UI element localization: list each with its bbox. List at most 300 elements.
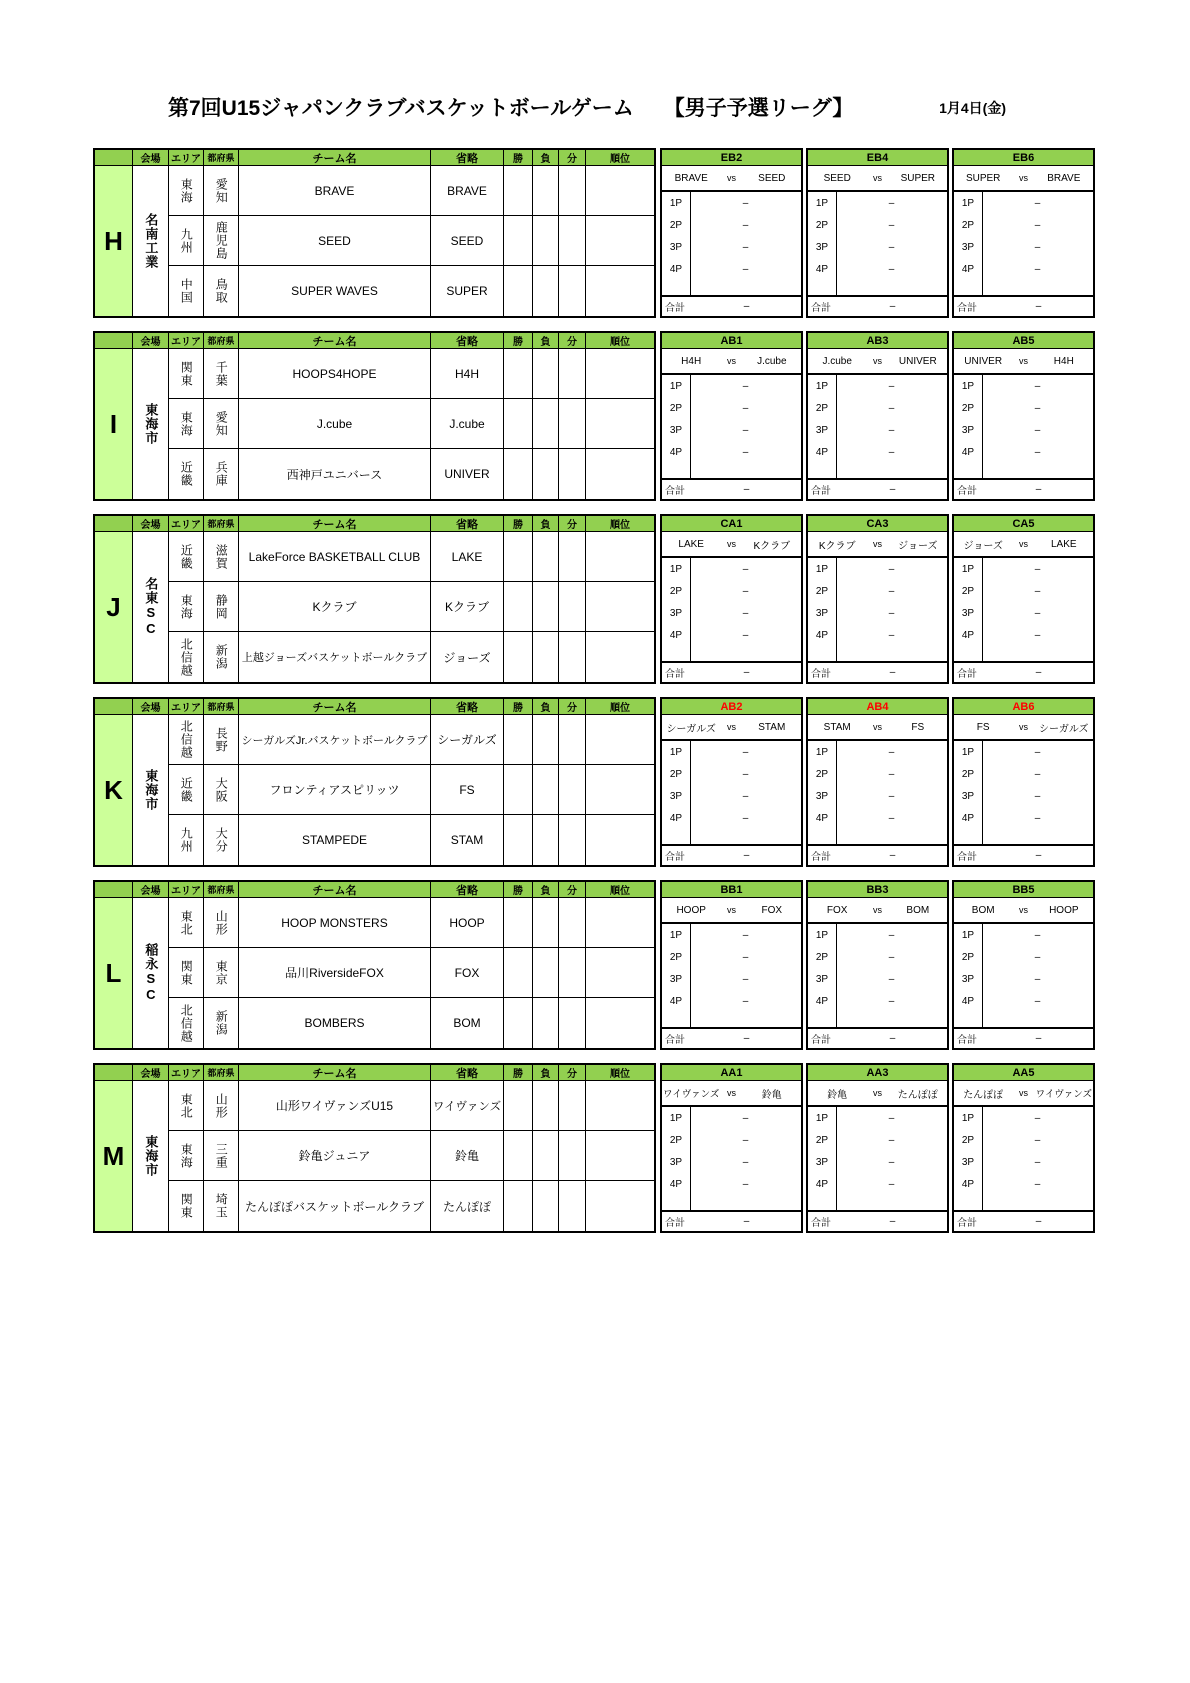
- match-home-team: HOOP: [676, 904, 706, 916]
- league-block: [93, 148, 1095, 318]
- period-score: –: [888, 197, 895, 209]
- total-score: –: [889, 1033, 896, 1044]
- venue-name: 東海市: [133, 715, 169, 865]
- match-away-team: LAKE: [1051, 538, 1077, 550]
- period-label: 4P: [669, 629, 683, 641]
- header-draw-label: 分: [559, 699, 586, 715]
- team-rank-cell: [586, 1181, 654, 1231]
- team-prefecture: 大分: [204, 815, 239, 865]
- period-score: –: [1034, 607, 1041, 619]
- match-total-row: [662, 1210, 801, 1231]
- team-win-cell: [504, 449, 533, 499]
- period-row: [954, 763, 1093, 785]
- match-total-row: [808, 478, 947, 499]
- team-rank-cell: [586, 216, 654, 266]
- match-total-row: [954, 844, 1093, 865]
- header-venue-label: 会場: [133, 1065, 169, 1081]
- match-code: AB1: [662, 333, 801, 349]
- period-score: –: [1034, 973, 1041, 985]
- team-abbr-text: BOM: [453, 1016, 481, 1030]
- team-prefecture: 新潟: [204, 632, 239, 682]
- period-label: 3P: [961, 241, 975, 253]
- match-away-team: SEED: [758, 172, 786, 184]
- team-area: 東北: [169, 1081, 204, 1131]
- period-row: [808, 214, 947, 236]
- team-rank-cell: [586, 765, 654, 815]
- period-label: 4P: [961, 629, 975, 641]
- match-home-team: Kクラブ: [818, 540, 856, 552]
- team-name-text: 西神戸ユニバース: [286, 467, 383, 482]
- period-score: –: [1034, 746, 1041, 758]
- team-win-cell: [504, 1181, 533, 1231]
- period-row: [662, 1173, 801, 1195]
- period-label: 1P: [815, 1112, 829, 1124]
- match-code: AB2: [662, 699, 801, 715]
- period-row: [954, 1107, 1093, 1129]
- match-total-row: [662, 295, 801, 316]
- period-row: [808, 558, 947, 580]
- period-score: –: [742, 768, 749, 780]
- header-area-label: エリア: [169, 1065, 204, 1081]
- match-away-team: BOM: [906, 904, 930, 916]
- header-area-label: エリア: [169, 699, 204, 715]
- total-label: 合計: [811, 1218, 831, 1229]
- match-score-body: [808, 375, 947, 478]
- team-prefecture: 東京: [204, 948, 239, 998]
- date-label: 1月4日(金): [939, 100, 1006, 116]
- total-score: –: [743, 1033, 750, 1044]
- vs-label: vs: [726, 173, 736, 183]
- team-table: [93, 514, 656, 684]
- period-row: [808, 192, 947, 214]
- header-win-label: 勝: [504, 150, 533, 166]
- period-label: 1P: [669, 380, 683, 392]
- team-rank-cell: [586, 898, 654, 948]
- period-score: –: [1034, 629, 1041, 641]
- header-rank-label: 順位: [586, 1065, 654, 1081]
- period-score: –: [888, 446, 895, 458]
- header-lose-label: 負: [533, 699, 559, 715]
- team-table: [93, 697, 656, 867]
- vs-label: vs: [726, 356, 736, 366]
- period-label: 2P: [815, 219, 829, 231]
- team-table: [93, 880, 656, 1050]
- team-name-cell: [239, 166, 431, 216]
- total-score: –: [1035, 667, 1042, 678]
- match-code: CA3: [808, 516, 947, 532]
- team-draw-cell: [559, 582, 586, 632]
- header-blank-cell: [95, 882, 133, 898]
- match-box: [806, 514, 949, 684]
- match-code: BB1: [662, 882, 801, 898]
- period-score: –: [742, 241, 749, 253]
- period-row: [662, 968, 801, 990]
- period-row: [808, 924, 947, 946]
- match-score-body: [808, 924, 947, 1027]
- match-away-team: H4H: [1053, 355, 1074, 367]
- header-abbr-label: 省略: [431, 150, 504, 166]
- match-vs-row: [954, 532, 1093, 558]
- period-score: –: [1034, 929, 1041, 941]
- total-label: 合計: [957, 303, 977, 314]
- team-win-cell: [504, 815, 533, 865]
- match-vs-row: [662, 898, 801, 924]
- match-score-body: [662, 1107, 801, 1210]
- team-lose-cell: [533, 166, 559, 216]
- total-label: 合計: [811, 852, 831, 863]
- vs-label: vs: [872, 1088, 882, 1098]
- period-row: [954, 1129, 1093, 1151]
- header-draw-label: 分: [559, 150, 586, 166]
- match-vs-row: [662, 532, 801, 558]
- match-box: [660, 331, 803, 501]
- period-score: –: [1034, 1156, 1041, 1168]
- period-score: –: [888, 585, 895, 597]
- period-row: [808, 946, 947, 968]
- team-abbr-cell: [431, 532, 504, 582]
- match-code: AB6: [954, 699, 1093, 715]
- header-prefecture-label: 都府県: [204, 333, 239, 349]
- team-lose-cell: [533, 632, 559, 682]
- team-abbr-cell: [431, 948, 504, 998]
- match-total-row: [808, 1027, 947, 1048]
- match-away-team: J.cube: [757, 355, 787, 367]
- team-name-cell: [239, 399, 431, 449]
- period-row: [954, 419, 1093, 441]
- match-home-team: ジョーズ: [963, 540, 1003, 552]
- total-label: 合計: [665, 669, 685, 680]
- period-label: 1P: [961, 929, 975, 941]
- league-block: [93, 880, 1095, 1050]
- match-home-team: SUPER: [965, 172, 1001, 184]
- team-area: 東海: [169, 582, 204, 632]
- team-area: 北信越: [169, 632, 204, 682]
- match-home-team: FS: [976, 721, 990, 733]
- team-abbr-cell: [431, 815, 504, 865]
- period-label: 1P: [815, 746, 829, 758]
- period-row: [662, 785, 801, 807]
- match-score-body: [808, 1107, 947, 1210]
- match-vs-row: [954, 715, 1093, 741]
- team-name-cell: [239, 349, 431, 399]
- match-box: [952, 1063, 1095, 1233]
- header-venue-label: 会場: [133, 150, 169, 166]
- team-lose-cell: [533, 765, 559, 815]
- match-vs-row: [808, 715, 947, 741]
- match-away-team: ワイヴァンズ: [1035, 1089, 1092, 1100]
- team-area: 関東: [169, 948, 204, 998]
- period-label: 3P: [815, 424, 829, 436]
- team-name-cell: [239, 815, 431, 865]
- header-win-label: 勝: [504, 882, 533, 898]
- team-prefecture: 山形: [204, 898, 239, 948]
- period-label: 1P: [815, 197, 829, 209]
- match-code: EB4: [808, 150, 947, 166]
- period-score: –: [888, 1156, 895, 1168]
- blocks-container: [93, 148, 1095, 1233]
- match-code: CA5: [954, 516, 1093, 532]
- block-letter: K: [95, 715, 133, 865]
- header-venue-label: 会場: [133, 516, 169, 532]
- team-draw-cell: [559, 1131, 586, 1181]
- header-win-label: 勝: [504, 516, 533, 532]
- period-score: –: [888, 402, 895, 414]
- team-abbr-cell: [431, 399, 504, 449]
- team-lose-cell: [533, 532, 559, 582]
- team-prefecture: 鳥取: [204, 266, 239, 316]
- team-lose-cell: [533, 449, 559, 499]
- match-away-team: FS: [911, 721, 925, 733]
- match-code: AA1: [662, 1065, 801, 1081]
- period-row: [954, 397, 1093, 419]
- team-rank-cell: [586, 715, 654, 765]
- match-score-body: [662, 192, 801, 295]
- total-score: –: [889, 1216, 896, 1227]
- match-score-body: [954, 375, 1093, 478]
- period-score: –: [742, 585, 749, 597]
- header-venue-label: 会場: [133, 699, 169, 715]
- team-win-cell: [504, 998, 533, 1048]
- period-row: [808, 258, 947, 280]
- period-row: [808, 236, 947, 258]
- team-draw-cell: [559, 948, 586, 998]
- team-win-cell: [504, 898, 533, 948]
- match-vs-row: [662, 715, 801, 741]
- period-row: [662, 624, 801, 646]
- match-home-team: STAM: [823, 721, 851, 733]
- period-label: 1P: [815, 380, 829, 392]
- team-abbr-cell: [431, 349, 504, 399]
- match-score-body: [954, 741, 1093, 844]
- period-score: –: [1034, 563, 1041, 575]
- team-draw-cell: [559, 1181, 586, 1231]
- period-label: 2P: [961, 402, 975, 414]
- venue-name: 東海市: [133, 1081, 169, 1231]
- team-rank-cell: [586, 399, 654, 449]
- team-abbr-text: J.cube: [449, 416, 485, 431]
- match-total-row: [954, 478, 1093, 499]
- team-name-text: LakeForce BASKETBALL CLUB: [248, 549, 421, 564]
- period-label: 3P: [961, 424, 975, 436]
- period-row: [954, 258, 1093, 280]
- match-away-team: STAM: [758, 721, 786, 733]
- team-area: 東海: [169, 1131, 204, 1181]
- period-score: –: [742, 812, 749, 824]
- period-score: –: [1034, 812, 1041, 824]
- total-score: –: [1035, 850, 1042, 861]
- team-area: 北信越: [169, 998, 204, 1048]
- match-total-row: [954, 661, 1093, 682]
- period-score: –: [888, 768, 895, 780]
- period-label: 1P: [961, 380, 975, 392]
- match-total-row: [954, 1027, 1093, 1048]
- period-label: 2P: [669, 402, 683, 414]
- period-label: 4P: [669, 1178, 683, 1190]
- period-row: [954, 946, 1093, 968]
- period-row: [808, 1129, 947, 1151]
- vs-label: vs: [1018, 905, 1028, 915]
- match-box: [952, 148, 1095, 318]
- total-label: 合計: [811, 1035, 831, 1046]
- team-lose-cell: [533, 815, 559, 865]
- period-score: –: [1034, 585, 1041, 597]
- match-home-team: ワイヴァンズ: [663, 1089, 720, 1100]
- team-abbr-cell: [431, 998, 504, 1048]
- match-box: [806, 697, 949, 867]
- total-score: –: [889, 301, 896, 312]
- team-name-cell: [239, 582, 431, 632]
- vs-label: vs: [872, 356, 882, 366]
- team-prefecture: 三重: [204, 1131, 239, 1181]
- team-win-cell: [504, 532, 533, 582]
- match-vs-row: [662, 1081, 801, 1107]
- period-score: –: [888, 629, 895, 641]
- team-abbr-cell: [431, 632, 504, 682]
- team-name-text: SUPER WAVES: [291, 284, 378, 298]
- match-home-team: J.cube: [822, 355, 852, 367]
- match-code: EB6: [954, 150, 1093, 166]
- match-score-body: [954, 192, 1093, 295]
- period-score: –: [888, 1178, 895, 1190]
- team-abbr-cell: [431, 715, 504, 765]
- team-abbr-text: シーガルズ: [437, 733, 497, 747]
- period-row: [662, 1151, 801, 1173]
- period-label: 3P: [815, 1156, 829, 1168]
- period-label: 4P: [815, 812, 829, 824]
- team-abbr-text: FS: [459, 782, 475, 797]
- total-score: –: [889, 850, 896, 861]
- header-blank-cell: [95, 699, 133, 715]
- period-row: [808, 968, 947, 990]
- match-box: [806, 331, 949, 501]
- period-label: 4P: [669, 446, 683, 458]
- header-blank-cell: [95, 516, 133, 532]
- team-abbr-text: H4H: [454, 366, 479, 381]
- total-label: 合計: [665, 486, 685, 497]
- team-name-cell: [239, 216, 431, 266]
- header-abbr-label: 省略: [431, 516, 504, 532]
- match-score-body: [954, 558, 1093, 661]
- period-row: [954, 1173, 1093, 1195]
- match-total-row: [662, 1027, 801, 1048]
- team-name-text: 山形ワイヴァンズU15: [275, 1099, 394, 1113]
- period-score: –: [742, 1156, 749, 1168]
- period-row: [954, 807, 1093, 829]
- period-label: 3P: [815, 607, 829, 619]
- team-name-text: BRAVE: [314, 183, 355, 198]
- period-row: [954, 624, 1093, 646]
- vs-label: vs: [872, 173, 882, 183]
- vs-label: vs: [726, 539, 736, 549]
- period-row: [808, 375, 947, 397]
- header-blank-cell: [95, 150, 133, 166]
- match-home-team: UNIVER: [964, 355, 1003, 367]
- vs-label: vs: [726, 905, 736, 915]
- league-block: [93, 1063, 1095, 1233]
- match-home-team: H4H: [681, 355, 702, 367]
- match-home-team: 鈴亀: [827, 1089, 848, 1101]
- match-total-row: [808, 295, 947, 316]
- match-code: BB3: [808, 882, 947, 898]
- period-score: –: [742, 424, 749, 436]
- match-score-body: [662, 741, 801, 844]
- period-row: [954, 968, 1093, 990]
- header-team-name-label: チーム名: [239, 699, 431, 715]
- vs-label: vs: [1018, 356, 1028, 366]
- match-home-team: BOM: [971, 904, 995, 916]
- team-name-text: SEED: [318, 233, 351, 248]
- match-box: [952, 880, 1095, 1050]
- period-score: –: [742, 973, 749, 985]
- match-code: AB4: [808, 699, 947, 715]
- match-score-body: [808, 192, 947, 295]
- total-label: 合計: [957, 1035, 977, 1046]
- team-draw-cell: [559, 449, 586, 499]
- header-venue-label: 会場: [133, 333, 169, 349]
- period-score: –: [888, 563, 895, 575]
- team-table: [93, 331, 656, 501]
- period-label: 3P: [961, 1156, 975, 1168]
- period-label: 4P: [961, 812, 975, 824]
- team-name-cell: [239, 1131, 431, 1181]
- period-score: –: [742, 1134, 749, 1146]
- match-code: AB5: [954, 333, 1093, 349]
- match-box: [952, 697, 1095, 867]
- match-vs-row: [662, 349, 801, 375]
- team-lose-cell: [533, 1131, 559, 1181]
- team-name-cell: [239, 998, 431, 1048]
- team-win-cell: [504, 632, 533, 682]
- match-total-row: [662, 661, 801, 682]
- period-score: –: [742, 380, 749, 392]
- period-row: [662, 580, 801, 602]
- match-total-row: [662, 478, 801, 499]
- period-label: 4P: [961, 446, 975, 458]
- match-vs-row: [808, 1081, 947, 1107]
- team-name-text: HOOP MONSTERS: [281, 915, 388, 930]
- header-rank-label: 順位: [586, 333, 654, 349]
- period-row: [808, 441, 947, 463]
- match-vs-row: [954, 349, 1093, 375]
- match-code: AA3: [808, 1065, 947, 1081]
- total-label: 合計: [957, 486, 977, 497]
- period-label: 3P: [961, 607, 975, 619]
- total-label: 合計: [811, 303, 831, 314]
- team-abbr-text: UNIVER: [444, 467, 490, 481]
- header-draw-label: 分: [559, 882, 586, 898]
- venue-name: 稲永SC: [133, 898, 169, 1048]
- period-row: [662, 441, 801, 463]
- team-win-cell: [504, 399, 533, 449]
- vs-label: vs: [1018, 173, 1028, 183]
- block-letter: J: [95, 532, 133, 682]
- total-score: –: [743, 484, 750, 495]
- period-score: –: [1034, 446, 1041, 458]
- block-letter: H: [95, 166, 133, 316]
- period-label: 3P: [669, 1156, 683, 1168]
- period-label: 4P: [815, 995, 829, 1007]
- team-name-cell: [239, 765, 431, 815]
- team-lose-cell: [533, 266, 559, 316]
- team-table: [93, 1063, 656, 1233]
- header-rank-label: 順位: [586, 516, 654, 532]
- header-draw-label: 分: [559, 333, 586, 349]
- period-score: –: [1034, 424, 1041, 436]
- team-abbr-cell: [431, 582, 504, 632]
- team-rank-cell: [586, 449, 654, 499]
- team-abbr-cell: [431, 1131, 504, 1181]
- period-row: [954, 558, 1093, 580]
